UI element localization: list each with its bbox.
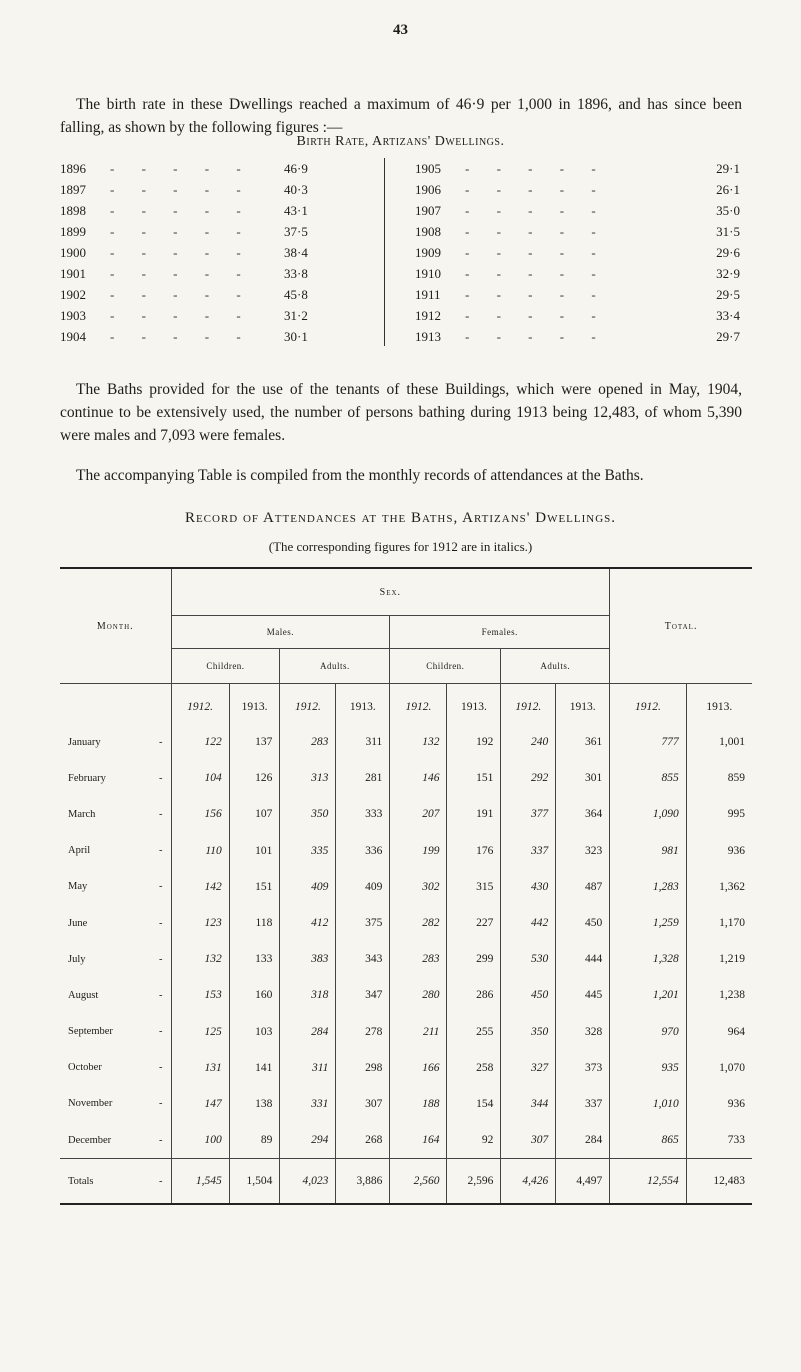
- leader-dashes: - - - - -: [465, 182, 608, 197]
- month-cell: [60, 1086, 171, 1122]
- value-1913: 138: [229, 1086, 280, 1122]
- birth-rate-year: 1908: [415, 224, 441, 239]
- birth-rate-year: 1913: [415, 329, 441, 344]
- month-label: August: [68, 989, 99, 1001]
- birth-rate-year: 1901: [60, 266, 86, 281]
- birth-rate-year: 1904: [60, 329, 86, 344]
- value-1912: 412: [280, 905, 336, 941]
- month-cell: [60, 869, 171, 905]
- month-label: February: [68, 772, 106, 784]
- value-1912: 294: [280, 1122, 336, 1159]
- leader-dash: -: [159, 1098, 163, 1110]
- value-1912: 1,201: [610, 977, 687, 1013]
- value-1912: 970: [610, 1014, 687, 1050]
- birth-rate-value: 33·8: [284, 266, 308, 281]
- value-1912: 302: [390, 869, 447, 905]
- leader-dash: -: [159, 808, 163, 820]
- birth-rate-year: 1896: [60, 161, 86, 176]
- month-label: April: [68, 845, 91, 857]
- value-1913: 286: [447, 977, 501, 1013]
- birth-rate-row: [415, 242, 740, 263]
- value-1913: 1,219: [686, 941, 752, 977]
- value-1913: 151: [229, 869, 280, 905]
- value-1912: 146: [390, 760, 447, 796]
- value-1913: 964: [686, 1014, 752, 1050]
- birth-rate-value: 35·0: [716, 203, 740, 218]
- birth-rate-row: [415, 305, 740, 326]
- intro-paragraph: The birth rate in these Dwellings reached a maximum of 46·9 per 1,000 in 1896, and has since been falling, as shown by the following figures :—: [60, 95, 742, 136]
- month-cell: [60, 1159, 171, 1205]
- value-1912: 166: [390, 1050, 447, 1086]
- totals-row: [60, 1159, 752, 1205]
- value-1913: 936: [686, 1086, 752, 1122]
- value-1913: 2,596: [447, 1159, 501, 1205]
- birth-rate-year: 1905: [415, 161, 441, 176]
- leader-dashes: - - - - -: [110, 224, 253, 239]
- value-1913: 445: [556, 977, 610, 1013]
- leader-dashes: - - - - -: [110, 287, 253, 302]
- birth-rate-row: [60, 263, 360, 284]
- leader-dashes: - - - - -: [110, 203, 253, 218]
- value-1913: 101: [229, 833, 280, 869]
- birth-rate-row: [415, 200, 740, 221]
- value-1912: 2,560: [390, 1159, 447, 1205]
- value-1913: 133: [229, 941, 280, 977]
- birth-rate-year: 1897: [60, 182, 86, 197]
- value-1913: 1,504: [229, 1159, 280, 1205]
- value-1912: 284: [280, 1014, 336, 1050]
- value-1913: 281: [336, 760, 390, 796]
- value-1913: 1,238: [686, 977, 752, 1013]
- leader-dash: -: [159, 1026, 163, 1038]
- value-1912: 344: [501, 1086, 556, 1122]
- birth-rate-row: [415, 326, 740, 347]
- value-1912: 337: [501, 833, 556, 869]
- value-1912: 1,010: [610, 1086, 687, 1122]
- value-1912: 12,554: [610, 1159, 687, 1205]
- value-1913: 301: [556, 760, 610, 796]
- value-1913: 347: [336, 977, 390, 1013]
- birth-rate-row: [415, 158, 740, 179]
- leader-dash: -: [159, 953, 163, 965]
- table-row: [60, 977, 752, 1013]
- attendance-table: [60, 567, 752, 1205]
- year-1913: 1913.: [556, 684, 610, 725]
- leader-dash: -: [159, 736, 163, 748]
- value-1912: 153: [171, 977, 229, 1013]
- value-1913: 995: [686, 796, 752, 832]
- month-label: September: [68, 1026, 113, 1038]
- value-1913: 151: [447, 760, 501, 796]
- table-row: [60, 833, 752, 869]
- year-1913: 1913.: [336, 684, 390, 725]
- birth-rate-row: [60, 305, 360, 326]
- value-1913: 126: [229, 760, 280, 796]
- value-1912: 327: [501, 1050, 556, 1086]
- leader-dashes: - - - - -: [110, 182, 253, 197]
- birth-rate-left-column: [60, 158, 360, 347]
- table-row: [60, 760, 752, 796]
- birth-rate-value: 38·4: [284, 245, 308, 260]
- birth-rate-year: 1906: [415, 182, 441, 197]
- birth-rate-value: 40·3: [284, 182, 308, 197]
- table-row: [60, 941, 752, 977]
- value-1912: 4,023: [280, 1159, 336, 1205]
- leader-dashes: - - - - -: [110, 266, 253, 281]
- value-1913: 258: [447, 1050, 501, 1086]
- year-1913: 1913.: [229, 684, 280, 725]
- value-1912: 335: [280, 833, 336, 869]
- value-1912: 104: [171, 760, 229, 796]
- birth-rate-value: 26·1: [716, 182, 740, 197]
- value-1913: 859: [686, 760, 752, 796]
- year-1912: 1912.: [501, 684, 556, 725]
- birth-rate-right-column: [415, 158, 740, 347]
- value-1912: 311: [280, 1050, 336, 1086]
- value-1912: 283: [390, 941, 447, 977]
- birth-rate-year: 1910: [415, 266, 441, 281]
- birth-rate-row: [60, 179, 360, 200]
- birth-rate-row: [415, 221, 740, 242]
- value-1913: 1,170: [686, 905, 752, 941]
- table-row: [60, 905, 752, 941]
- leader-dashes: - - - - -: [465, 161, 608, 176]
- leader-dash: -: [159, 1062, 163, 1074]
- value-1912: 318: [280, 977, 336, 1013]
- value-1913: 328: [556, 1014, 610, 1050]
- males-adults-header: Adults.: [280, 649, 390, 684]
- month-cell: [60, 724, 171, 760]
- value-1912: 123: [171, 905, 229, 941]
- leader-dashes: - - - - -: [465, 224, 608, 239]
- value-1913: 299: [447, 941, 501, 977]
- value-1913: 284: [556, 1122, 610, 1159]
- leader-dashes: - - - - -: [110, 329, 253, 344]
- birth-rate-value: 43·1: [284, 203, 308, 218]
- value-1912: 207: [390, 796, 447, 832]
- column-divider: [384, 158, 385, 346]
- value-1912: 1,283: [610, 869, 687, 905]
- table-row: [60, 1014, 752, 1050]
- value-1912: 430: [501, 869, 556, 905]
- birth-rate-year: 1907: [415, 203, 441, 218]
- value-1912: 164: [390, 1122, 447, 1159]
- leader-dash: -: [159, 772, 163, 784]
- value-1912: 292: [501, 760, 556, 796]
- value-1912: 377: [501, 796, 556, 832]
- table-row: [60, 724, 752, 760]
- birth-rate-row: [60, 326, 360, 347]
- birth-rate-value: 29·5: [716, 287, 740, 302]
- value-1912: 350: [280, 796, 336, 832]
- value-1913: 3,886: [336, 1159, 390, 1205]
- birth-rate-row: [60, 242, 360, 263]
- birth-rate-value: 31·5: [716, 224, 740, 239]
- value-1913: 137: [229, 724, 280, 760]
- month-label: July: [68, 953, 86, 965]
- value-1912: 313: [280, 760, 336, 796]
- value-1912: 865: [610, 1122, 687, 1159]
- year-1912: 1912.: [610, 684, 687, 725]
- value-1913: 307: [336, 1086, 390, 1122]
- value-1913: 118: [229, 905, 280, 941]
- value-1913: 107: [229, 796, 280, 832]
- birth-rate-row: [415, 284, 740, 305]
- month-cell: [60, 796, 171, 832]
- month-cell: [60, 905, 171, 941]
- value-1913: 268: [336, 1122, 390, 1159]
- value-1912: 283: [280, 724, 336, 760]
- value-1913: 255: [447, 1014, 501, 1050]
- value-1913: 315: [447, 869, 501, 905]
- value-1913: 4,497: [556, 1159, 610, 1205]
- table-row: [60, 1086, 752, 1122]
- month-cell: [60, 833, 171, 869]
- value-1913: 733: [686, 1122, 752, 1159]
- birth-rate-value: 32·9: [716, 266, 740, 281]
- month-label: Totals: [68, 1175, 94, 1187]
- birth-rate-row: [415, 179, 740, 200]
- leader-dash: -: [159, 1134, 163, 1146]
- value-1912: 777: [610, 724, 687, 760]
- year-1913: 1913.: [686, 684, 752, 725]
- value-1912: 383: [280, 941, 336, 977]
- value-1912: 280: [390, 977, 447, 1013]
- value-1912: 350: [501, 1014, 556, 1050]
- leader-dashes: - - - - -: [110, 161, 253, 176]
- birth-rate-row: [60, 200, 360, 221]
- value-1913: 298: [336, 1050, 390, 1086]
- value-1913: 227: [447, 905, 501, 941]
- value-1913: 92: [447, 1122, 501, 1159]
- value-1912: 131: [171, 1050, 229, 1086]
- value-1913: 311: [336, 724, 390, 760]
- month-label: November: [68, 1098, 113, 1110]
- females-header: Females.: [390, 616, 610, 649]
- value-1913: 1,001: [686, 724, 752, 760]
- value-1912: 199: [390, 833, 447, 869]
- month-label: October: [68, 1062, 102, 1074]
- value-1913: 12,483: [686, 1159, 752, 1205]
- birth-rate-year: 1903: [60, 308, 86, 323]
- birth-rate-year: 1899: [60, 224, 86, 239]
- leader-dashes: - - - - -: [465, 203, 608, 218]
- table-row: [60, 1050, 752, 1086]
- leader-dashes: - - - - -: [110, 245, 253, 260]
- value-1913: 1,070: [686, 1050, 752, 1086]
- value-1913: 278: [336, 1014, 390, 1050]
- table-intro-paragraph: The accompanying Table is compiled from the monthly records of attendances at the Baths.: [76, 466, 644, 484]
- value-1912: 1,328: [610, 941, 687, 977]
- birth-rate-value: 29·7: [716, 329, 740, 344]
- females-adults-header: Adults.: [501, 649, 610, 684]
- birth-rate-value: 33·4: [716, 308, 740, 323]
- leader-dash: -: [159, 917, 163, 929]
- value-1913: 450: [556, 905, 610, 941]
- year-1913: 1913.: [447, 684, 501, 725]
- value-1912: 211: [390, 1014, 447, 1050]
- value-1912: 1,259: [610, 905, 687, 941]
- value-1913: 103: [229, 1014, 280, 1050]
- month-cell: [60, 1050, 171, 1086]
- value-1912: 307: [501, 1122, 556, 1159]
- value-1912: 122: [171, 724, 229, 760]
- birth-rate-value: 31·2: [284, 308, 308, 323]
- value-1913: 192: [447, 724, 501, 760]
- birth-rate-year: 1911: [415, 287, 441, 302]
- table-row: [60, 796, 752, 832]
- table-row: [60, 869, 752, 905]
- birth-rate-value: 45·8: [284, 287, 308, 302]
- month-cell: [60, 941, 171, 977]
- month-label: March: [68, 808, 96, 820]
- value-1912: 147: [171, 1086, 229, 1122]
- males-children-header: Children.: [171, 649, 280, 684]
- birth-rate-value: 37·5: [284, 224, 308, 239]
- birth-rate-value: 29·6: [716, 245, 740, 260]
- value-1913: 323: [556, 833, 610, 869]
- value-1912: 1,545: [171, 1159, 229, 1205]
- birth-rate-year: 1898: [60, 203, 86, 218]
- table-row: [60, 1122, 752, 1159]
- month-label: January: [68, 736, 101, 748]
- value-1913: 936: [686, 833, 752, 869]
- leader-dash: -: [159, 1175, 163, 1187]
- value-1912: 132: [171, 941, 229, 977]
- birth-rate-row: [415, 263, 740, 284]
- record-subtitle: (The corresponding figures for 1912 are in italics.): [268, 539, 533, 554]
- value-1913: 361: [556, 724, 610, 760]
- value-1912: 282: [390, 905, 447, 941]
- value-1913: 176: [447, 833, 501, 869]
- month-cell: [60, 977, 171, 1013]
- birth-rate-year: 1909: [415, 245, 441, 260]
- value-1912: 981: [610, 833, 687, 869]
- value-1912: 142: [171, 869, 229, 905]
- birth-rate-year: 1902: [60, 287, 86, 302]
- value-1912: 240: [501, 724, 556, 760]
- birth-rate-value: 29·1: [716, 161, 740, 176]
- leader-dashes: - - - - -: [465, 308, 608, 323]
- sex-header: Sex.: [171, 568, 610, 616]
- year-1912: 1912.: [280, 684, 336, 725]
- month-label: December: [68, 1134, 112, 1146]
- month-header: Month.: [60, 568, 171, 684]
- value-1913: 160: [229, 977, 280, 1013]
- birth-rate-year: 1912: [415, 308, 441, 323]
- page-number: 43: [393, 22, 408, 38]
- value-1913: 444: [556, 941, 610, 977]
- month-cell: [60, 1122, 171, 1159]
- value-1912: 125: [171, 1014, 229, 1050]
- leader-dashes: - - - - -: [465, 287, 608, 302]
- year-1912: 1912.: [390, 684, 447, 725]
- value-1913: 154: [447, 1086, 501, 1122]
- value-1912: 442: [501, 905, 556, 941]
- total-header: Total.: [610, 568, 752, 684]
- leader-dashes: - - - - -: [465, 245, 608, 260]
- birth-rate-year: 1900: [60, 245, 86, 260]
- month-cell: [60, 760, 171, 796]
- leader-dash: -: [159, 881, 163, 893]
- value-1912: 450: [501, 977, 556, 1013]
- month-label: May: [68, 881, 88, 893]
- value-1912: 1,090: [610, 796, 687, 832]
- birth-rate-table: [60, 158, 742, 350]
- year-header-row: [60, 684, 752, 725]
- leader-dashes: - - - - -: [465, 266, 608, 281]
- value-1912: 409: [280, 869, 336, 905]
- value-1912: 100: [171, 1122, 229, 1159]
- birth-rate-value: 46·9: [284, 161, 308, 176]
- value-1913: 336: [336, 833, 390, 869]
- month-cell: [60, 1014, 171, 1050]
- value-1913: 487: [556, 869, 610, 905]
- value-1913: 191: [447, 796, 501, 832]
- record-title: Record of Attendances at the Baths, Artizans' Dwellings.: [184, 510, 617, 526]
- leader-dash: -: [159, 845, 163, 857]
- birth-rate-row: [60, 158, 360, 179]
- month-label: June: [68, 917, 88, 929]
- birth-rate-row: [60, 284, 360, 305]
- value-1912: 935: [610, 1050, 687, 1086]
- value-1913: 141: [229, 1050, 280, 1086]
- leader-dash: -: [159, 989, 163, 1001]
- value-1912: 110: [171, 833, 229, 869]
- value-1913: 1,362: [686, 869, 752, 905]
- value-1912: 4,426: [501, 1159, 556, 1205]
- birth-rate-row: [60, 221, 360, 242]
- value-1913: 343: [336, 941, 390, 977]
- value-1912: 188: [390, 1086, 447, 1122]
- females-children-header: Children.: [390, 649, 501, 684]
- value-1913: 375: [336, 905, 390, 941]
- value-1913: 333: [336, 796, 390, 832]
- value-1912: 855: [610, 760, 687, 796]
- value-1913: 337: [556, 1086, 610, 1122]
- value-1913: 89: [229, 1122, 280, 1159]
- birth-rate-value: 30·1: [284, 329, 308, 344]
- value-1912: 530: [501, 941, 556, 977]
- value-1913: 409: [336, 869, 390, 905]
- value-1912: 132: [390, 724, 447, 760]
- leader-dashes: - - - - -: [465, 329, 608, 344]
- year-1912: 1912.: [171, 684, 229, 725]
- baths-paragraph: The Baths provided for the use of the tenants of these Buildings, which were opened in May, 1904, continue to be extensively used, the number of persons bathing during 1913 being 12,483, of whom 5,390 were males and 7,093 were females.: [60, 380, 742, 444]
- birth-rate-title: Birth Rate, Artizans' Dwellings.: [296, 134, 505, 149]
- value-1912: 156: [171, 796, 229, 832]
- value-1912: 331: [280, 1086, 336, 1122]
- leader-dashes: - - - - -: [110, 308, 253, 323]
- value-1913: 364: [556, 796, 610, 832]
- males-header: Males.: [171, 616, 390, 649]
- value-1913: 373: [556, 1050, 610, 1086]
